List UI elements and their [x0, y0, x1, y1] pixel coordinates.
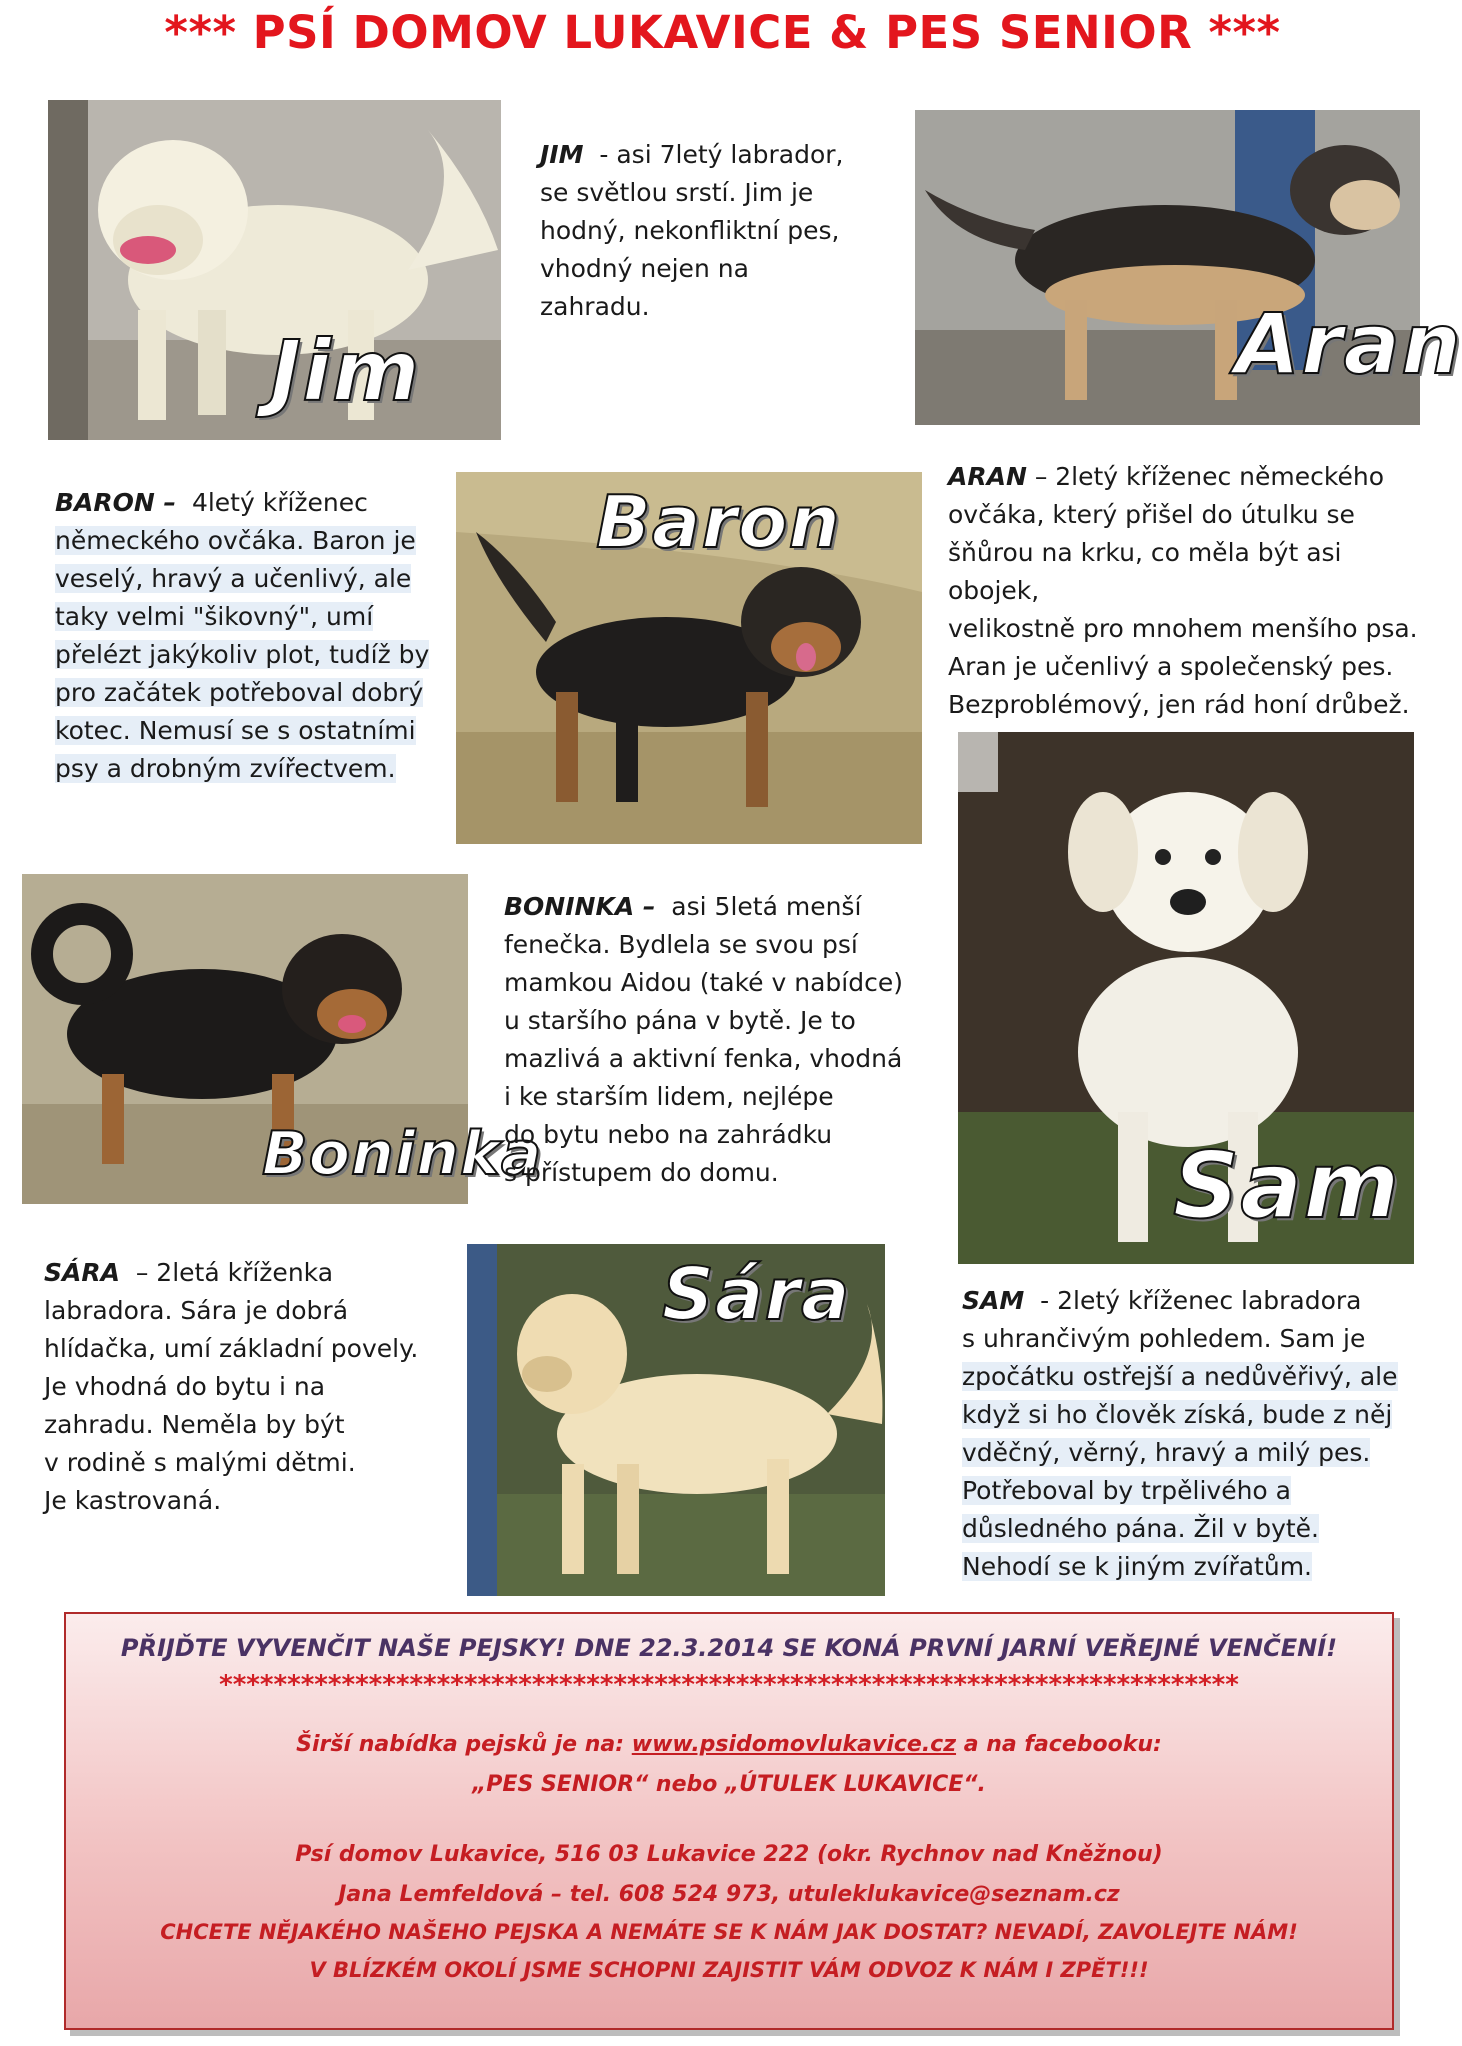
- desc-line: 4letý kříženec: [191, 488, 368, 517]
- desc-line: ovčáka, který přišel do útulku se: [948, 500, 1355, 529]
- address-line: Psí domov Lukavice, 516 03 Lukavice 222 (okr. Rychnov nad Kněžnou): [295, 1842, 1163, 1867]
- desc-line: německého ovčáka. Baron je: [55, 526, 416, 555]
- desc-line: Aran je učenlivý a společenský pes.: [948, 652, 1394, 681]
- desc-line: zpočátku ostřejší a nedůvěřivý, ale: [962, 1362, 1398, 1391]
- desc-line: veselý, hravý a učenlivý, ale: [55, 564, 412, 593]
- walk-announcement: PŘIJĎTE VYVENČIT NAŠE PEJSKY! DNE 22.3.2014 SE KONÁ PRVNÍ JARNÍ VEŘEJNÉ VENČENÍ!: [120, 1634, 1338, 1662]
- photo-caption-sara: Sára: [662, 1252, 851, 1336]
- desc-line: Nehodí se k jiným zvířatům.: [962, 1552, 1312, 1581]
- star-divider: ***************************************************************************: [219, 1670, 1239, 1700]
- description-sara: [44, 1254, 424, 1520]
- desc-line: Bezproblémový, jen rád honí drůbež.: [948, 690, 1410, 719]
- desc-line: přelézt jakýkoliv plot, tudíž by: [55, 640, 430, 669]
- desc-line: s přístupem do domu.: [504, 1158, 779, 1187]
- website-link[interactable]: www.psidomovlukavice.cz: [631, 1732, 957, 1757]
- desc-line: – 2letá kříženka: [135, 1258, 334, 1287]
- desc-line: zahradu.: [540, 292, 650, 321]
- page-title: *** PSÍ DOMOV LUKAVICE & PES SENIOR ***: [164, 6, 1281, 59]
- description-aran: [948, 458, 1418, 724]
- desc-line: asi 5letá menší: [671, 892, 862, 921]
- photo-caption-jim: Jim: [270, 322, 421, 420]
- desc-line: – 2letý kříženec německého: [1034, 462, 1384, 491]
- dog-name-aran: ARAN: [948, 462, 1027, 491]
- photo-baron: [456, 472, 922, 844]
- desc-line: do bytu nebo na zahrádku: [504, 1120, 833, 1149]
- photo-boninka: [22, 874, 543, 1204]
- desc-line: fenečka. Bydlela se svou psí: [504, 930, 858, 959]
- desc-line: hodný, nekonfliktní pes,: [540, 216, 840, 245]
- dog-name-sam: SAM: [962, 1286, 1025, 1315]
- desc-line: - 2letý kříženec labradora: [1040, 1286, 1362, 1315]
- dog-name-jim: JIM: [540, 140, 584, 169]
- desc-line: taky velmi "šikovný", umí: [55, 602, 374, 631]
- desc-line: kotec. Nemusí se s ostatními: [55, 716, 416, 745]
- desc-line: i ke starším lidem, nejlépe: [504, 1082, 834, 1111]
- description-sam: [962, 1282, 1422, 1586]
- desc-line: pro začátek potřeboval dobrý: [55, 678, 424, 707]
- offer-line: [66, 1732, 1392, 1757]
- photo-aran: [915, 110, 1462, 425]
- photo-caption-baron: Baron: [596, 480, 841, 564]
- photo-jim: [48, 100, 501, 440]
- desc-line: - asi 7letý labrador,: [599, 140, 844, 169]
- desc-line: Potřeboval by trpělivého a: [962, 1476, 1291, 1505]
- desc-line: s uhrančivým pohledem. Sam je: [962, 1324, 1366, 1353]
- cta-line-1: CHCETE NĚJAKÉHO NAŠEHO PEJSKA A NEMÁTE SE K NÁM JAK DOSTAT? NEVADÍ, ZAVOLEJTE NÁM!: [160, 1920, 1298, 1944]
- photo-sam: [958, 732, 1414, 1264]
- desc-line: labradora. Sára je dobrá: [44, 1296, 349, 1325]
- photo-caption-sam: Sam: [1173, 1132, 1401, 1239]
- desc-line: vhodný nejen na: [540, 254, 749, 283]
- desc-line: psy a drobným zvířectvem.: [55, 754, 396, 783]
- description-baron: [55, 484, 445, 788]
- desc-line: u staršího pána v bytě. Je to: [504, 1006, 856, 1035]
- offer-suffix: a na facebooku:: [963, 1732, 1162, 1757]
- desc-line: vděčný, věrný, hravý a milý pes.: [962, 1438, 1371, 1467]
- contact-line: Jana Lemfeldová – tel. 608 524 973, utuleklukavice@seznam.cz: [338, 1882, 1120, 1907]
- photo-caption-aran: Aran: [1235, 295, 1462, 393]
- offer-prefix: Širší nabídka pejsků je na:: [296, 1732, 625, 1757]
- desc-line: mazlivá a aktivní fenka, vhodná: [504, 1044, 903, 1073]
- desc-line: zahradu. Neměla by být: [44, 1410, 345, 1439]
- info-box: [64, 1612, 1394, 2030]
- desc-line: velikostně pro mnohem menšího psa.: [948, 614, 1418, 643]
- desc-line: se světlou srstí. Jim je: [540, 178, 814, 207]
- desc-line: důsledného pána. Žil v bytě.: [962, 1514, 1319, 1543]
- dog-name-sara: SÁRA: [44, 1258, 120, 1287]
- desc-line: šňůrou na krku, co měla být asi obojek,: [948, 538, 1342, 605]
- photo-caption-boninka: Boninka: [262, 1119, 543, 1189]
- description-jim: [540, 136, 900, 326]
- facebook-line: „PES SENIOR“ nebo „ÚTULEK LUKAVICE“.: [472, 1772, 986, 1797]
- desc-line: v rodině s malými dětmi.: [44, 1448, 356, 1477]
- photo-sara: [467, 1244, 885, 1596]
- desc-line: hlídačka, umí základní povely.: [44, 1334, 419, 1363]
- desc-line: když si ho člověk získá, bude z něj: [962, 1400, 1393, 1429]
- cta-line-2: V BLÍZKÉM OKOLÍ JSME SCHOPNI ZAJISTIT VÁM ODVOZ K NÁM I ZPĚT!!!: [309, 1958, 1149, 1982]
- description-boninka: [504, 888, 934, 1192]
- dog-name-baron: BARON –: [55, 488, 177, 517]
- desc-line: mamkou Aidou (také v nabídce): [504, 968, 903, 997]
- desc-line: Je vhodná do bytu i na: [44, 1372, 326, 1401]
- dog-name-boninka: BONINKA –: [504, 892, 656, 921]
- desc-line: Je kastrovaná.: [44, 1486, 222, 1515]
